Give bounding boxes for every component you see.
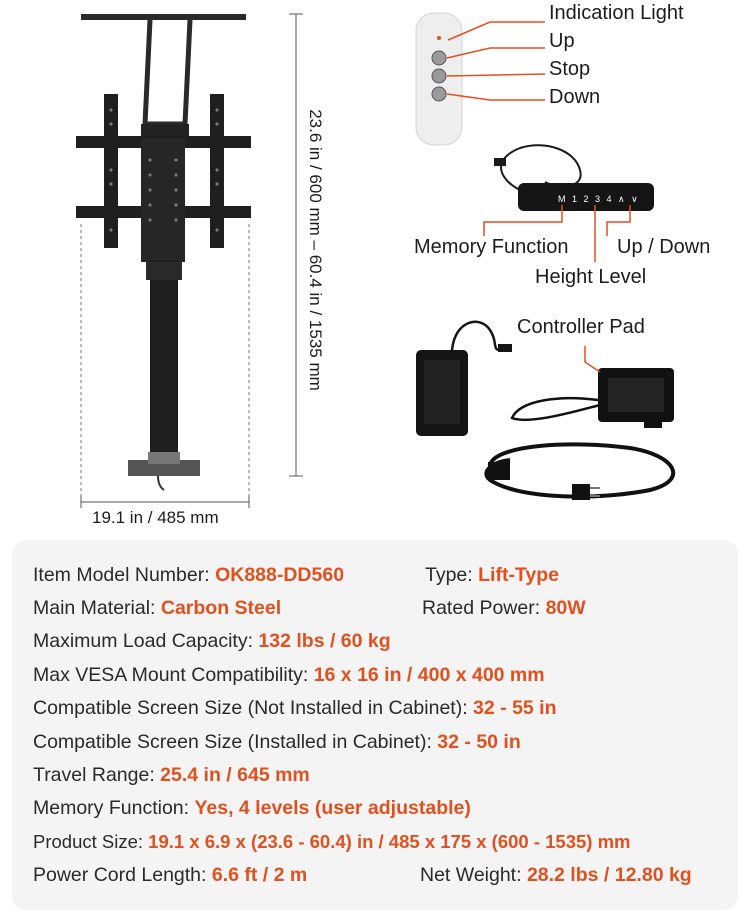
spec-travel (33, 764, 310, 787)
width-dimension-label: 19.1 in / 485 mm (92, 508, 219, 527)
indication-light (437, 36, 441, 40)
spec-label: Compatible Screen Size (Not Installed in Cabinet): (33, 697, 474, 719)
label-stop: Stop (549, 58, 591, 80)
spec-value: 19.1 x 6.9 x (23.6 - 60.4) in / 485 x 175 x (600 - 1535) mm (148, 831, 631, 852)
controller-callout (585, 346, 600, 372)
spec-vesa (33, 664, 545, 687)
spec-label: Product Size: (33, 831, 149, 852)
spec-material (33, 597, 281, 620)
spec-weight (420, 864, 692, 887)
spec-load (33, 630, 391, 653)
remote-up-button (432, 51, 446, 65)
spec-label: Item Model Number: (33, 564, 216, 586)
spec-value: 25.4 in / 645 mm (160, 764, 310, 786)
label-memory-function: Memory Function (414, 236, 569, 258)
spec-label: Memory Function: (33, 797, 195, 819)
spec-value: 28.2 lbs / 12.80 kg (526, 864, 692, 886)
label-height-level: Height Level (535, 266, 647, 288)
spec-value: OK888-DD560 (215, 564, 345, 586)
spec-label: Max VESA Mount Compatibility: (33, 664, 314, 686)
lift-column (150, 260, 178, 460)
spec-item-model (33, 564, 344, 587)
spec-value: 32 - 55 in (473, 697, 557, 719)
spec-screen-not-installed (33, 697, 557, 720)
spec-value: Yes, 4 levels (user adjustable) (194, 797, 471, 819)
spec-panel (12, 540, 738, 910)
label-down: Down (549, 86, 601, 108)
spec-value: 16 x 16 in / 400 x 400 mm (313, 664, 545, 686)
spec-value: Carbon Steel (160, 597, 282, 619)
label-controller-pad: Controller Pad (517, 316, 645, 338)
spec-label: Maximum Load Capacity: (33, 630, 259, 652)
spec-value: Lift-Type (478, 564, 560, 586)
spec-type (425, 564, 559, 587)
top-mount-plate (81, 14, 246, 20)
vesa-center-plate (141, 138, 185, 262)
keypad-keys: M 1 2 3 4 ∧ ∨ (558, 194, 640, 204)
remote-down-button (432, 87, 446, 101)
spec-label: Compatible Screen Size (Installed in Cabinet): (33, 731, 438, 753)
label-up-down: Up / Down (617, 236, 711, 258)
spec-power (422, 597, 586, 620)
label-indication-light: Indication Light (549, 2, 684, 24)
top-bracket (145, 20, 190, 124)
spec-screen-installed (33, 731, 521, 754)
remote-stop-button (432, 69, 446, 83)
spec-label: Travel Range: (33, 764, 161, 786)
spec-size (33, 831, 631, 853)
spec-label: Main Material: (33, 597, 161, 619)
spec-memory (33, 797, 471, 820)
height-dimension-label: 23.6 in / 600 mm – 60.4 in / 1535 mm (306, 109, 325, 391)
spec-value: 6.6 ft / 2 m (211, 864, 308, 886)
label-up: Up (549, 30, 575, 52)
spec-value: 80W (545, 597, 586, 619)
spec-label: Power Cord Length: (33, 864, 212, 886)
spec-cord (33, 864, 307, 887)
spec-label: Rated Power: (422, 597, 546, 619)
spec-value: 132 lbs / 60 kg (258, 630, 391, 652)
spec-value: 32 - 50 in (437, 731, 521, 753)
spec-label: Net Weight: (420, 864, 527, 886)
spec-label: Type: (425, 564, 479, 586)
